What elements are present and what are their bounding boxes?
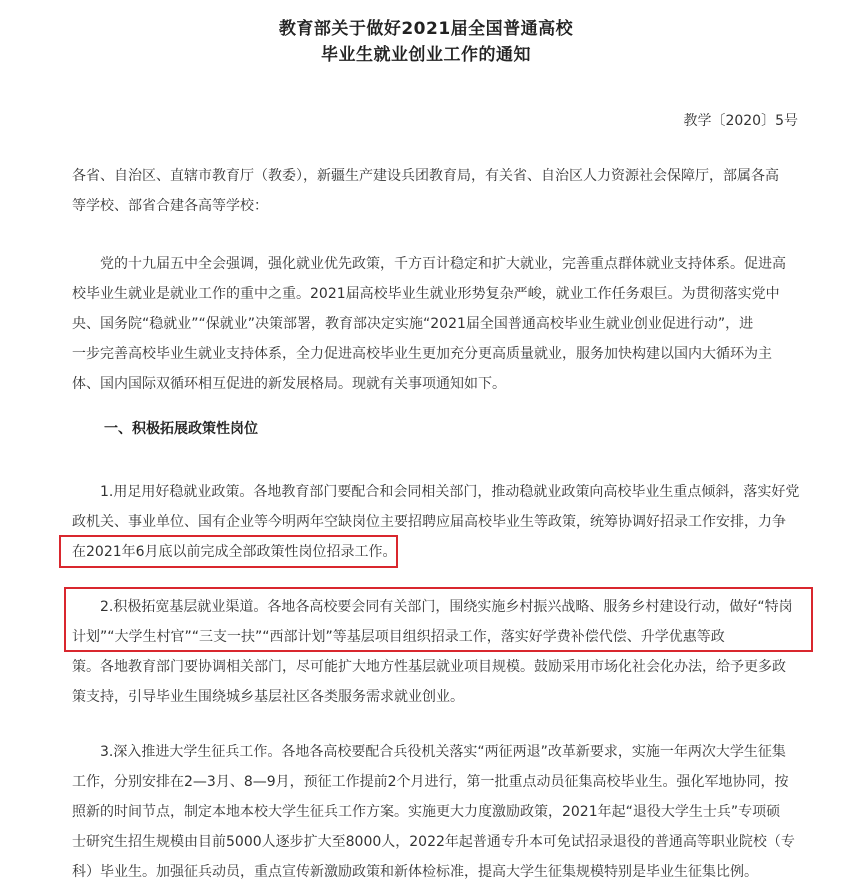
- text-line: 2.积极拓宽基层就业渠道。各地各高校要会同有关部门，围绕实施乡村振兴战略、服务乡村建设行动，做好“特岗: [72, 599, 793, 615]
- section-heading: 一、积极拓展政策性岗位: [104, 421, 258, 437]
- text-line: 校毕业生就业是就业工作的重中之重。2021届高校毕业生就业形势复杂严峻，就业工作任务艰巨。为贯彻落实党中: [72, 286, 780, 302]
- text-line: 计划”“大学生村官”“三支一扶”“西部计划”等基层项目组织招录工作，落实好学费补偿代偿、升学优惠等政: [72, 629, 725, 645]
- text-line: 策支持，引导毕业生围绕城乡基层社区各类服务需求就业创业。: [72, 689, 464, 705]
- notice-title-line-1: 教育部关于做好2021届全国普通高校: [278, 19, 574, 39]
- text-line: 体、国内国际双循环相互促进的新发展格局。现就有关事项通知如下。: [72, 376, 506, 392]
- text-line: 等学校、部省合建各高等学校：: [72, 198, 268, 214]
- text-line: 3.深入推进大学生征兵工作。各地各高校要配合兵役机关落实“两征两退”改革新要求，实施一年两次大学生征集: [72, 744, 786, 760]
- intro-paragraph: [72, 249, 807, 399]
- text-line: 1.用足用好稳就业政策。各地教育部门要配合和会同相关部门，推动稳就业政策向高校毕业生重点倾斜，落实好党: [72, 484, 800, 500]
- document-number: 教学〔2020〕5号: [683, 113, 798, 129]
- text-line: 策。各地教育部门要协调相关部门，尽可能扩大地方性基层就业项目规模。鼓励采用市场化社会化办法，给予更多政: [72, 659, 786, 675]
- text-line: 在2021年6月底以前完成全部政策性岗位招录工作。: [72, 544, 397, 560]
- text-line: 党的十九届五中全会强调，强化就业优先政策，千方百计稳定和扩大就业，完善重点群体就业支持体系。促进高: [72, 256, 786, 272]
- text-line: 工作，分别安排在2—3月、8—9月，预征工作提前2个月进行，第一批重点动员征集高校毕业生。强化军地协同，按: [72, 774, 789, 790]
- text-line: 一步完善高校毕业生就业支持体系，全力促进高校毕业生更加充分更高质量就业，服务加快构建以国内大循环为主: [72, 346, 772, 362]
- highlight-box-grassroots: [64, 587, 813, 652]
- item-3-paragraph: [72, 737, 807, 887]
- text-line: 央、国务院“稳就业”“保就业”决策部署，教育部决定实施“2021届全国普通高校毕业生就业创业促进行动”，进: [72, 316, 754, 332]
- highlight-box-deadline: [59, 535, 398, 568]
- text-line: 照新的时间节点，制定本地本校大学生征兵工作方案。实施更大力度激励政策，2021年起“退役大学生士兵”专项硕: [72, 804, 781, 820]
- text-line: 各省、自治区、直辖市教育厅（教委），新疆生产建设兵团教育局，有关省、自治区人力资源社会保障厅，部属各高: [72, 168, 779, 184]
- addressee-paragraph: [72, 161, 807, 221]
- text-line: 士研究生招生规模由目前5000人逐步扩大至8000人，2022年起普通专升本可免试招录退役的普通高等职业院校（专: [72, 834, 795, 850]
- text-line: 科）毕业生。加强征兵动员，重点宣传新激励政策和新体检标准，提高大学生征集规模特别是毕业生征集比例。: [72, 864, 758, 880]
- text-line: 政机关、事业单位、国有企业等今明两年空缺岗位主要招聘应届高校毕业生等政策，统筹协调好招录工作安排，力争: [72, 514, 786, 530]
- notice-title-line-2: 毕业生就业创业工作的通知: [321, 45, 531, 65]
